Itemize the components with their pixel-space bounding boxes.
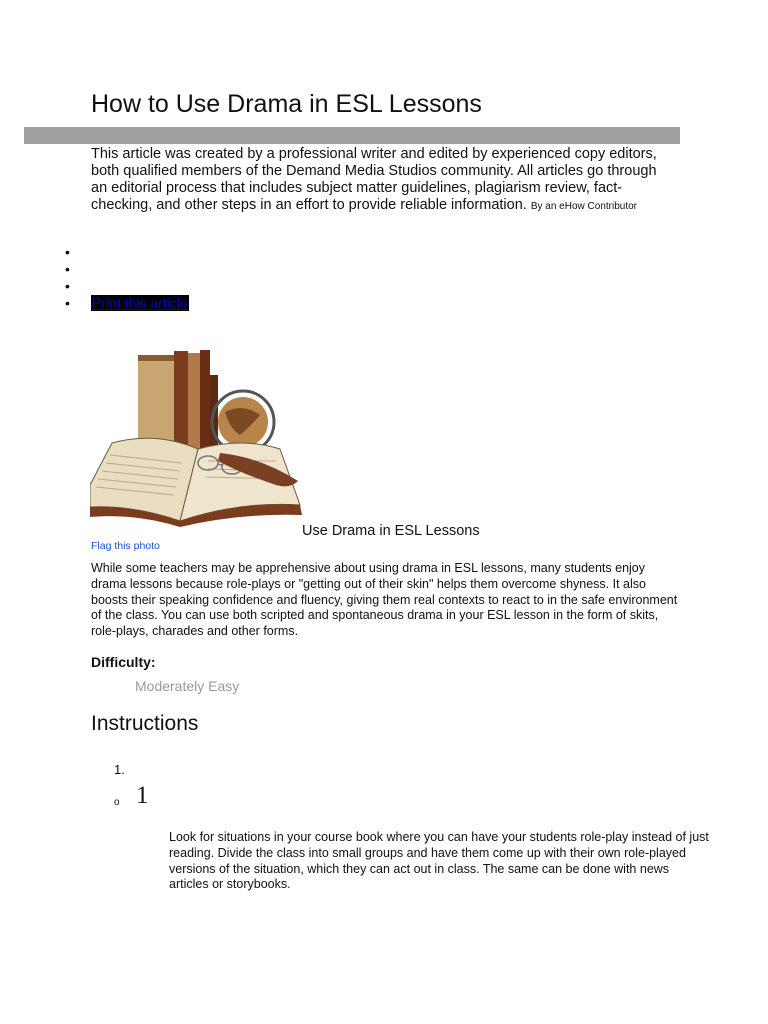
step-list-number: 1. (114, 762, 125, 777)
difficulty-value: Moderately Easy (135, 678, 240, 694)
article-intro (91, 146, 671, 215)
intro-text: This article was created by a professional writer and edited by experienced copy editors, both qualified members of the Demand Media Studios community. All articles go through an editorial process that includes subject matter guidelines, plagiarism review, fact-checking, and other steps in an effort to provide reliable information. (91, 146, 657, 213)
byline: By an eHow Contributor (530, 201, 637, 212)
tool-item[interactable] (55, 278, 189, 295)
tool-item[interactable] (55, 261, 189, 278)
article-photo (90, 345, 304, 527)
difficulty-label: Difficulty: (91, 654, 156, 670)
title-divider (24, 127, 680, 144)
step-text: Look for situations in your course book where you can have your students role-play instead of just reading. Divide the class into small groups and have them come up with their own role-played versions of the situation, which they can act out in class. The same can be done with news articles or storybooks. (169, 830, 709, 892)
tool-item-print (55, 295, 189, 312)
photo-caption: Use Drama in ESL Lessons (302, 523, 480, 539)
print-article-link[interactable]: Print this article (92, 295, 188, 311)
flag-photo-link[interactable]: Flag this photo (91, 540, 160, 552)
article-body: While some teachers may be apprehensive about using drama in ESL lessons, many students enjoy drama lessons because role-plays or "getting out of their skin" helps them overcome shyness. It also boosts their speaking confidence and fluency, giving them real contexts to react to in the safe environment of the class. You can use both scripted and spontaneous drama in your ESL lesson in the form of skits, role-plays, charades and other forms. (91, 561, 678, 639)
article-tools-list (55, 244, 189, 312)
tool-item[interactable] (55, 244, 189, 261)
step-number: 1 (136, 782, 149, 809)
page-title: How to Use Drama in ESL Lessons (91, 90, 482, 118)
step-bullet: o (114, 797, 120, 808)
instructions-heading: Instructions (91, 712, 199, 735)
